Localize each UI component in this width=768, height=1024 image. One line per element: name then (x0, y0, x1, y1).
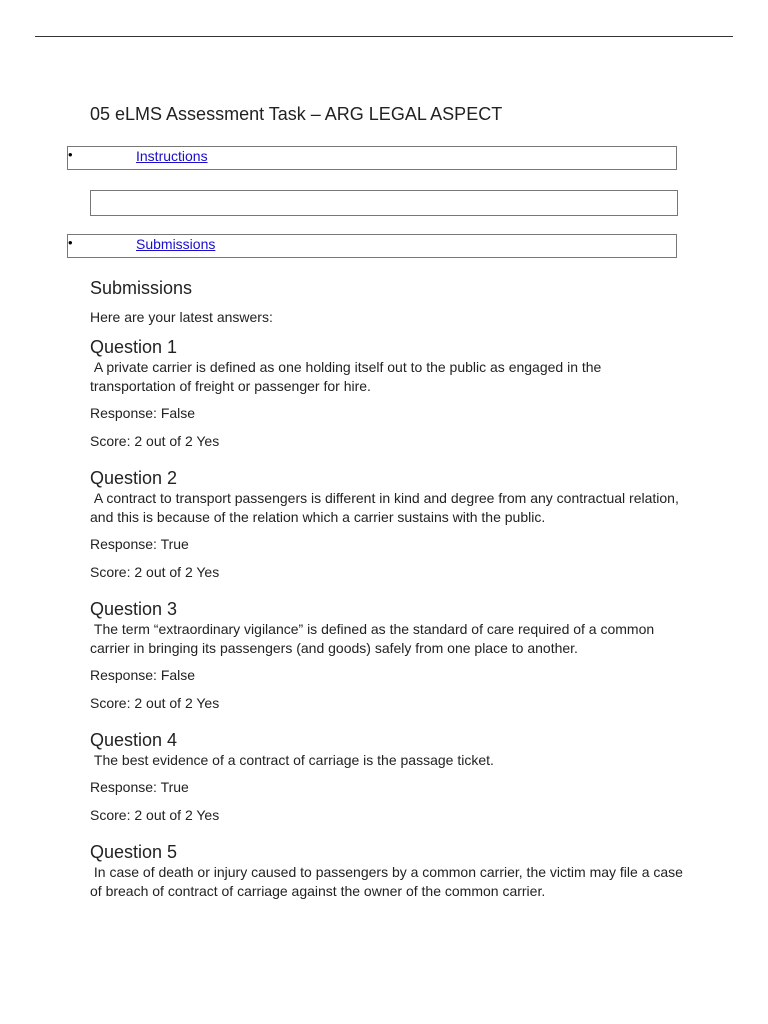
question-5 (90, 842, 690, 901)
question-title: Question 5 (90, 842, 178, 862)
page-title: 05 eLMS Assessment Task – ARG LEGAL ASPECT (90, 104, 503, 124)
score-value: Score: 2 out of 2 Yes (90, 433, 220, 449)
question-3 (90, 599, 690, 713)
submissions-heading: Submissions (90, 278, 193, 298)
score-value: Score: 2 out of 2 Yes (90, 564, 220, 580)
instructions-link[interactable]: Instructions (136, 148, 208, 164)
bullet-icon: • (68, 235, 73, 250)
question-text: A contract to transport passengers is different in kind and degree from any contractual relation, and this is because of the relation which a carrier sustains with the public. (90, 490, 683, 525)
question-2 (90, 468, 690, 582)
question-title: Question 3 (90, 599, 178, 619)
bullet-icon: • (68, 147, 73, 162)
intro-text: Here are your latest answers: (90, 309, 273, 325)
tab-submissions[interactable] (67, 234, 677, 258)
tab-instructions[interactable] (67, 146, 677, 170)
instructions-panel (90, 190, 678, 216)
response-value: Response: True (90, 536, 189, 552)
question-1 (90, 337, 690, 451)
submissions-section (90, 278, 690, 909)
question-4 (90, 730, 690, 825)
response-value: Response: False (90, 405, 196, 421)
question-text: A private carrier is defined as one holding itself out to the public as engaged in the transportation of freight or passenger for hire. (90, 359, 606, 394)
question-title: Question 4 (90, 730, 178, 750)
question-title: Question 1 (90, 337, 178, 357)
response-value: Response: True (90, 779, 189, 795)
top-divider (35, 36, 733, 37)
question-text: The best evidence of a contract of carriage is the passage ticket. (90, 752, 494, 768)
score-value: Score: 2 out of 2 Yes (90, 807, 220, 823)
response-value: Response: False (90, 667, 196, 683)
submissions-link[interactable]: Submissions (136, 236, 216, 252)
score-value: Score: 2 out of 2 Yes (90, 695, 220, 711)
question-text: In case of death or injury caused to passengers by a common carrier, the victim may file a case of breach of contract of carriage against the owner of the common carrier. (90, 864, 687, 899)
question-text: The term “extraordinary vigilance” is defined as the standard of care required of a common carrier in bringing its passengers (and goods) safely from one place to another. (90, 621, 659, 656)
question-title: Question 2 (90, 468, 178, 488)
